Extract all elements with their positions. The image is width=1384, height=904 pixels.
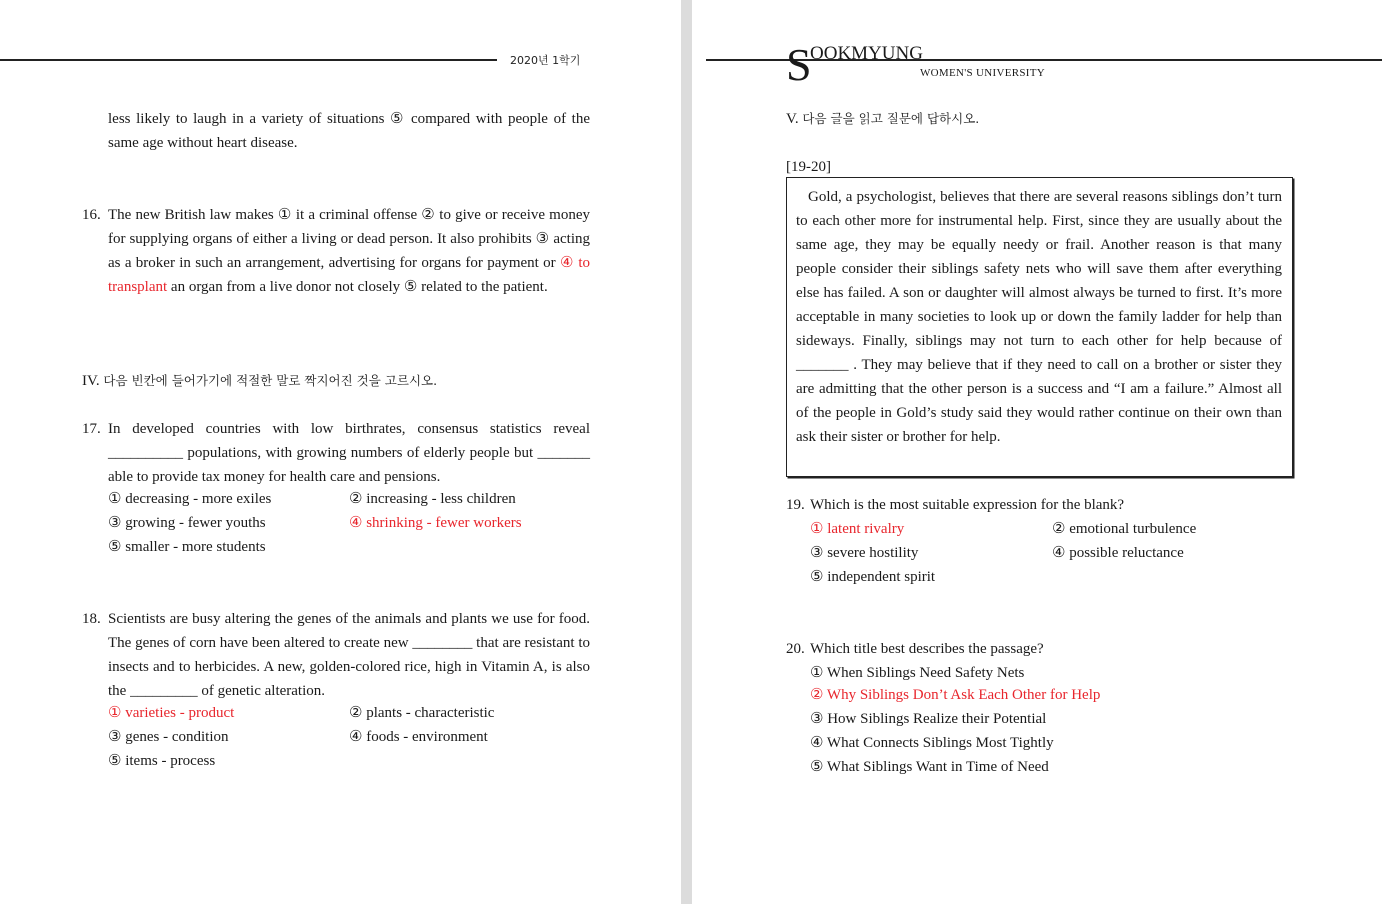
logo-subtitle: WOMEN'S UNIVERSITY [920,67,1046,79]
q17-text: In developed countries with low birthrates, consensus statistics reveal __________ populations, with growing numbers of elderly people but _______ able to provide tax money for health care and pensions. [108,421,590,485]
logo-letter: S [786,39,812,90]
q17-option-1: ① decreasing - more exiles [108,491,272,507]
range-label: [19-20] [786,159,831,175]
q20-option-3: ③ How Siblings Realize their Potential [810,711,1047,727]
q17-option-2: ② increasing - less children [349,491,516,507]
passage-text: Gold, a psychologist, believes that there are several reasons siblings don’t turn to each other more for instrumental help. First, since they are usually about the same age, they may be equally needy or frail. Another reason is that many people consider their siblings safety nets who will save them after everything else has failed. A son or daughter will almost always be turned to first. It’s more acceptable in many societies to look up or down the family ladder for help than sideways. Finally, siblings may not turn to each other for help because of _______ . They may believe that if they need to call on a brother or sister they are admitting that the other person is a success and “I am a failure.” Almost all of the people in Gold’s study said they would rather continue on their own than ask their sister or brother for help. [796,189,1282,445]
section-4-instruction: 다음 빈칸에 들어가기에 적절한 말로 짝지어진 것을 고르시오. [103,373,438,388]
q20-option-2-marked: ② Why Siblings Don’t Ask Each Other for Help [810,687,1101,703]
q19-number: 19. [786,497,805,513]
q18-option-3: ③ genes - condition [108,729,229,745]
q18-option-5: ⑤ items - process [108,753,216,769]
q15-continuation: less likely to laugh in a variety of situations ⑤ compared with people of the same age without heart disease. [108,111,590,151]
q18-text: Scientists are busy altering the genes of the animals and plants we use for food. The genes of corn have been altered to create new ________ that are resistant to insects and to herbicides. A new, golden-colored rice, high in Vitamin A, is also the _________ of genetic alteration. [108,611,590,699]
q19-option-2: ② emotional turbulence [1052,521,1197,537]
section-5-roman: V. [786,111,799,127]
q18-option-4: ④ foods - environment [349,729,488,745]
section-4-roman: IV. [82,373,100,389]
q18-option-2: ② plants - characteristic [349,705,495,721]
q20-question: Which title best describes the passage? [810,641,1044,657]
page-gutter [681,0,692,904]
section-5-instruction: 다음 글을 읽고 질문에 답하시오. [802,111,980,126]
q20-option-5: ⑤ What Siblings Want in Time of Need [810,759,1049,775]
q16-text-after: an organ from a live donor not closely ⑤ related to the patient. [167,279,548,295]
q19-option-1-marked: ① latent rivalry [810,521,905,537]
header-rule [0,59,497,61]
q17-option-5: ⑤ smaller - more students [108,539,266,555]
q20-option-4: ④ What Connects Siblings Most Tightly [810,735,1054,751]
q17-option-3: ③ growing - fewer youths [108,515,266,531]
q19-option-5: ⑤ independent spirit [810,569,936,585]
q17-option-4-marked: ④ shrinking - fewer workers [349,515,522,531]
section-4-heading [82,369,437,393]
q19-question: Which is the most suitable expression for the blank? [810,497,1125,513]
q20-option-1: ① When Siblings Need Safety Nets [810,665,1025,681]
q16-text [108,203,590,299]
right-page [692,0,1384,904]
logo-name: OOKMYUNG [810,43,923,64]
q18-option-1-marked: ① varieties - product [108,705,235,721]
q17-number: 17. [82,421,101,437]
q19-option-3: ③ severe hostility [810,545,919,561]
q16-text-before: The new British law makes ① it a criminal offense ② to give or receive money for supplying organs of either a living or dead person. It also prohibits ③ acting as a broker in such an arrangement, advertising for organs for payment or [108,207,590,271]
q16-marked-answer: ④ to transplant [108,255,590,295]
header-term: 2020년 1학기 [510,54,581,67]
q20-number: 20. [786,641,805,657]
q16-number: 16. [82,207,101,223]
q19-option-4: ④ possible reluctance [1052,545,1184,561]
section-5-heading [786,107,979,131]
q18-number: 18. [82,611,101,627]
left-page [0,0,681,904]
